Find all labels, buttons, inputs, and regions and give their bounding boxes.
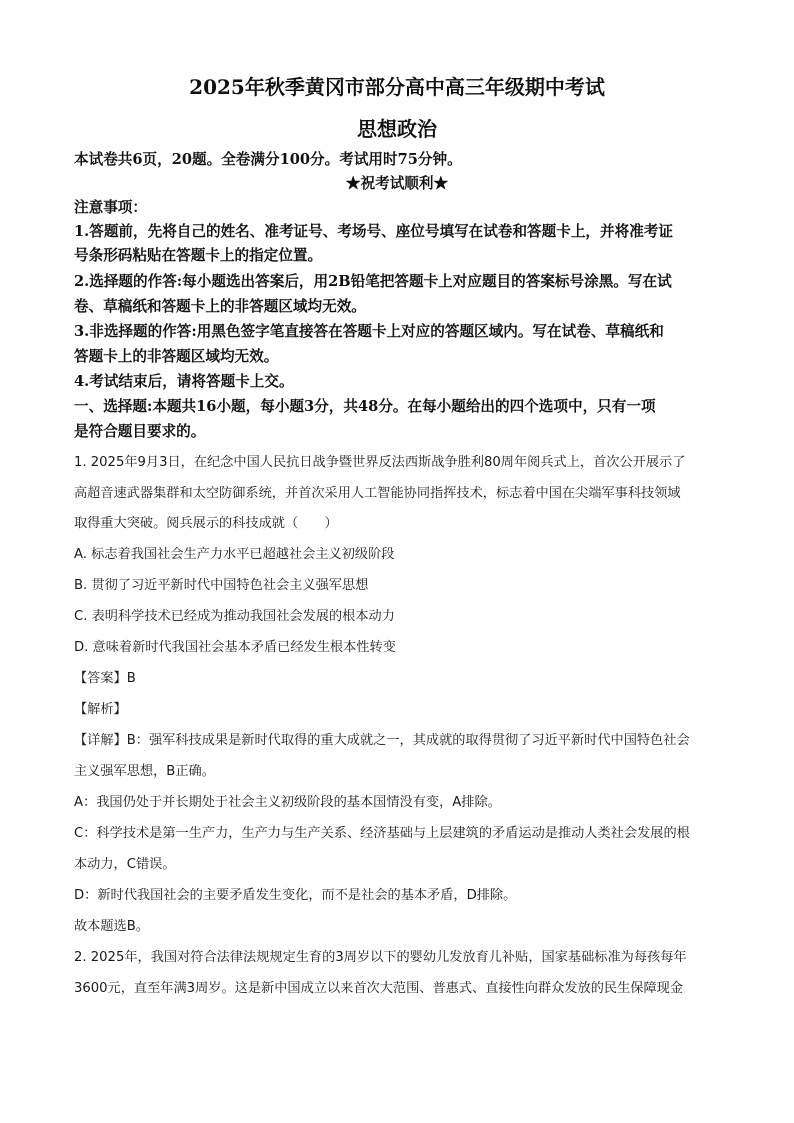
q1-analysis: 【详解】B：强军科技成果是新时代取得的重大成就之一，其成就的取得贯彻了习近平新时代中国特色社会 <box>74 733 690 748</box>
q2-stem: 3600元，直至年满3周岁。这是新中国成立以来首次大范围、普惠式、直接性向群众发放的民生保障现金 <box>74 981 684 996</box>
q2-stem: 2. 2025年，我国对符合法律法规规定生育的3周岁以下的婴幼儿发放育儿补贴，国家基础标准为每孩每年 <box>74 950 687 965</box>
note-line: 4.考试结束后，请将答题卡上交。 <box>74 373 294 390</box>
q1-stem: 取得重大突破。阅兵展示的科技成就（ ） <box>74 516 338 531</box>
q1-stem: 1. 2025年9月3日，在纪念中国人民抗日战争暨世界反法西斯战争胜利80周年阅兵式上，首次公开展示了 <box>74 455 686 470</box>
subject-title: 思想政治 <box>357 117 437 141</box>
note-line: 卷、草稿纸和答题卡上的非答题区域均无效。 <box>74 298 366 315</box>
q1-analysis: D：新时代我国社会的主要矛盾发生变化，而不是社会的基本矛盾，D排除。 <box>74 888 517 903</box>
page-title: 2025年秋季黄冈市部分高中高三年级期中考试 <box>189 75 605 99</box>
q1-analysis: A：我国仍处于并长期处于社会主义初级阶段的基本国情没有变，A排除。 <box>74 795 501 810</box>
q1-analysis: C：科学技术是第一生产力，生产力与生产关系、经济基础与上层建筑的矛盾运动是推动人类社会发展的根 <box>74 826 690 841</box>
q1-analysis: 故本题选B。 <box>74 919 149 934</box>
note-line: 答题卡上的非答题区域均无效。 <box>74 348 279 365</box>
q1-analysis-label: 【解析】 <box>74 702 127 717</box>
section-title: 一、选择题:本题共16小题，每小题3分，共48分。在每小题给出的四个选项中，只有一项 <box>74 398 656 415</box>
q1-analysis: 本动力，C错误。 <box>74 857 176 872</box>
q1-option-b: B. 贯彻了习近平新时代中国特色社会主义强军思想 <box>74 578 369 593</box>
note-line: 3.非选择题的作答:用黑色签字笔直接答在答题卡上对应的答题区域内。写在试卷、草稿纸和 <box>74 323 664 340</box>
wish-text: ★祝考试顺利★ <box>345 175 449 192</box>
q1-option-d: D. 意味着新时代我国社会基本矛盾已经发生根本性转变 <box>74 640 396 655</box>
q1-analysis: 主义强军思想，B正确。 <box>74 764 215 779</box>
note-line: 2.选择题的作答:每小题选出答案后，用2B铅笔把答题卡上对应题目的答案标号涂黑。写在试 <box>74 273 672 290</box>
q1-answer: 【答案】B <box>74 671 136 686</box>
q1-option-c: C. 表明科学技术已经成为推动我国社会发展的根本动力 <box>74 609 395 624</box>
note-line: 1.答题前，先将自己的姓名、准考证号、考场号、座位号填写在试卷和答题卡上，并将准考证 <box>74 223 673 240</box>
section-title: 是符合题目要求的。 <box>74 423 206 440</box>
note-line: 号条形码粘贴在答题卡上的指定位置。 <box>74 247 323 264</box>
notes-heading: 注意事项： <box>74 199 147 216</box>
q1-option-a: A. 标志着我国社会生产力水平已超越社会主义初级阶段 <box>74 547 395 562</box>
exam-info: 本试卷共6页，20题。全卷满分100分。考试用时75分钟。 <box>74 151 462 168</box>
q1-stem: 高超音速武器集群和太空防御系统，并首次采用人工智能协同指挥技术，标志着中国在尖端军事科技领域 <box>74 486 681 501</box>
